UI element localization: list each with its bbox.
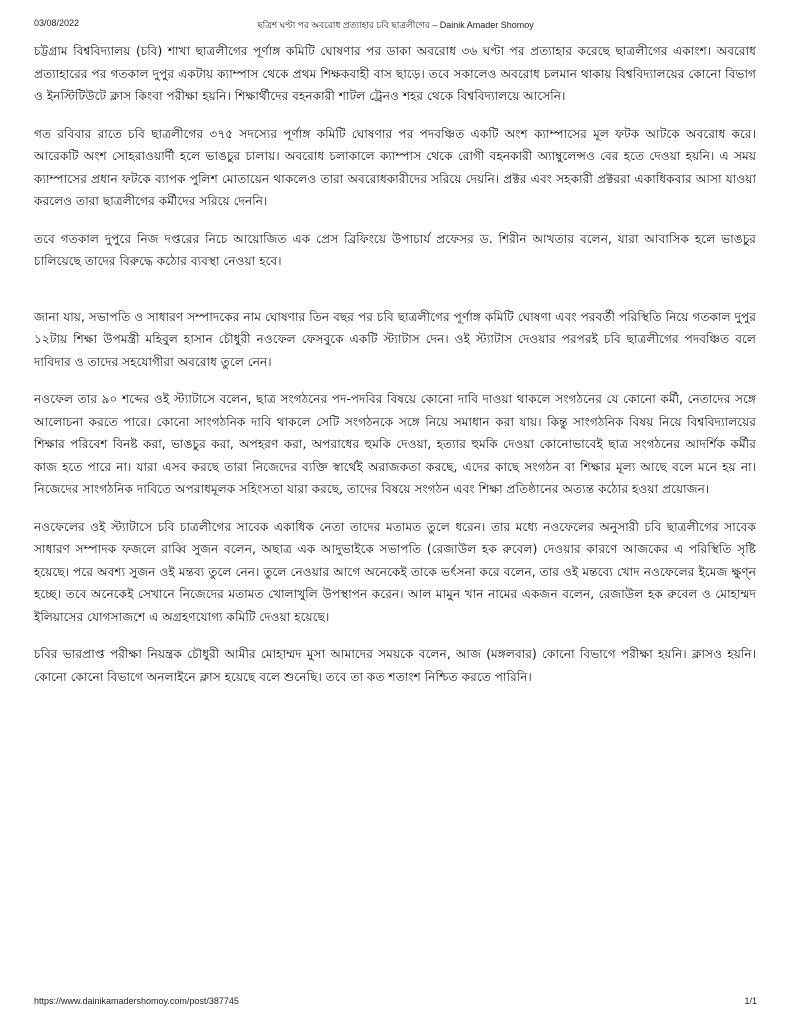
source-url[interactable]: https://www.dainikamadershomoy.com/post/387745	[34, 996, 239, 1006]
article-paragraph: গত রবিবার রাতে চবি ছাত্রলীগের ৩৭৫ সদস্যের পূর্ণাঙ্গ কমিটি ঘোষণার পর পদবঞ্চিত একটি অংশ ক্যাম্পাসের মূল ফটক আটকে অবরোধ করে। আরেকটি অংশ সোহরাওয়ার্দী হলে ভাঙচুর চালায়। অবরোধ চলাকালে ক্যাম্পাস থেকে রোগী বহনকারী অ্যাম্বুলেন্সও বের হতে দেওয়া হয়নি। এ সময় ক্যাম্পাসের প্রধান ফটকে ব্যাপক পুলিশ মোতায়েন থাকলেও তারা অবরোধকারীদের সরিয়ে দেয়নি। প্রক্টর এবং সহকারী প্রক্টররা একাধিকবার আসা যাওয়া করলেও তারা ছাত্রলীগের কর্মীদের সরিয়ে দেননি।	[34, 126, 756, 208]
print-header	[34, 18, 757, 32]
page-number: 1/1	[744, 996, 757, 1006]
print-footer	[34, 996, 757, 1010]
print-date: 03/08/2022	[34, 18, 80, 28]
page-title: ছত্রিশ ঘণ্টা পর অবরোধ প্রত্যাহার চবি ছাত্রলীগের – Dainik Amader Shomoy	[257, 20, 534, 30]
article-paragraph: তবে গতকাল দুপুরে নিজ দপ্তরের নিচে আয়োজিত এক প্রেস ব্রিফিংয়ে উপাচার্য প্রফেসর ড. শিরীন আখতার বলেন, যারা আবাসিক হলে ভাঙচুর চালিয়েছে তাদের বিরুদ্ধে কঠোর ব্যবস্থা নেওয়া হবে।	[34, 231, 756, 268]
article-paragraph: চবির ভারপ্রাপ্ত পরীক্ষা নিয়ন্ত্রক চৌধুরী আমীর মোহাম্মদ মুসা আমাদের সময়কে বলেন, আজ (মঙ্গলবার) কোনো বিভাগে পরীক্ষা হয়নি। ক্লাসও হয়নি। কোনো কোনো বিভাগে অনলাইনে ক্লাস হয়েছে বলে শুনেছি। তবে তা কত শতাংশ নিশ্চিত করতে পারিনি।	[34, 647, 756, 684]
article-paragraph: জানা যায়, সভাপতি ও সাধারণ সম্পাদকের নাম ঘোষণার তিন বছর পর চবি ছাত্রলীগের পূর্ণাঙ্গ কমিটি ঘোষণা এবং পরবর্তী পরিস্থিতি নিয়ে গতকাল দুপুর ১২টায় শিক্ষা উপমন্ত্রী মহিবুল হাসান চৌধুরী নওফেল ফেসবুকে একটি স্ট্যাটাস দেন। ওই স্ট্যাটাস দেওয়ার পরপরই চবি ছাত্রলীগের পদবঞ্চিত বলে দাবিদার ও তাদের সহযোগীরা অবরোধ তুলে নেন।	[34, 309, 756, 369]
article-paragraph: নওফেলের ওই স্ট্যাটাসে চবি চাত্রলীগের সাবেক একাধিক নেতা তাদের মতামত তুলে ধরেন। তার মধ্যে নওফেলের অনুসারী চবি ছাত্রলীগের সাবেক সাধারণ সম্পাদক ফজলে রাব্বি সুজন বলেন, অছাত্র এক আদুভাইকে সভাপতি (রেজাউল হক রুবেল) দেওয়ার কারণে আজকের এ পরিস্থিতি সৃষ্টি হয়েছে। পরে অবশ্য সুজন ওই মন্তব্য তুলে নেন। তুলে নেওয়ার আগে অনেকেই তাকে ভর্ৎসনা করে বলেন, তার ওই মন্তব্যে খোদ নওফেলের ইমেজ ক্ষুণ্ন হচ্ছে। তবে অনেকেই সেখানে নিজেদের মতামত খোলাখুলি উপস্থাপন করেন। আল মামুন খান নামের একজন বলেন, রেজাউল হক রুবেল ও মোহাম্মদ ইলিয়াসের যোগসাজশে এ অগ্রহণযোগ্য কমিটি দেওয়া হয়েছে।	[34, 519, 756, 624]
article-body	[34, 40, 756, 703]
article-paragraph: নওফেল তার ৯০ শব্দের ওই স্ট্যাটাসে বলেন, ছাত্র সংগঠনের পদ-পদবির বিষয়ে কোনো দাবি দাওয়া থাকলে সংগঠনের যে কোনো কর্মী, নেতাদের সঙ্গে আলোচনা করতে পারে। কোনো সাংগঠনিক দাবি থাকলে সেটি সংগঠনকে সঙ্গে নিয়ে সমাধান করা যায়। কিন্তু সাংগঠনিক বিষয় নিয়ে বিশ্ববিদ্যালয়ের শিক্ষার পরিবেশ বিনষ্ট করা, ভাঙচুর করা, অপহরণ করা, অপরাধের হুমকি দেওয়া, হত্যার হুমকি দেওয়া কোনোভাবেই ছাত্র সংগঠনের আদর্শিক কর্মীর কাজ হতে পারে না। যারা এসব করছে তারা নিজেদের ব্যক্তি স্বার্থেই অরাজকতা করছে, এদের কাছে সংগঠন বা শিক্ষার মূল্য আছে বলে মনে হয় না। নিজেদের সাংগঠনিক দাবিতে অপরাধমূলক সহিংসতা যারা করছে, তাদের বিষয়ে সংগঠন এবং শিক্ষা প্রতিষ্ঠানের অত্যন্ত কঠোর হওয়া প্রয়োজন।	[34, 392, 756, 496]
article-paragraph: চট্টগ্রাম বিশ্ববিদ্যালয় (চবি) শাখা ছাত্রলীগের পূর্ণাঙ্গ কমিটি ঘোষণার পর ডাকা অবরোধ ৩৬ ঘণ্টা পর প্রত্যাহার করেছে ছাত্রলীগের একাংশ। অবরোধ প্রত্যাহারের পর গতকাল দুপুর একটায় ক্যাম্পাস থেকে প্রথম শিক্ষকবাহী বাস ছাড়ে। তবে সকালেও অবরোধ চলমান থাকায় বিশ্ববিদ্যালয়ের কোনো বিভাগ ও ইনস্টিটিউটে ক্লাস কিংবা পরীক্ষা হয়নি। শিক্ষার্থীদের বহনকারী শাটল ট্রেনও শহর থেকে বিশ্ববিদ্যালয়ে আসেনি।	[34, 44, 756, 103]
